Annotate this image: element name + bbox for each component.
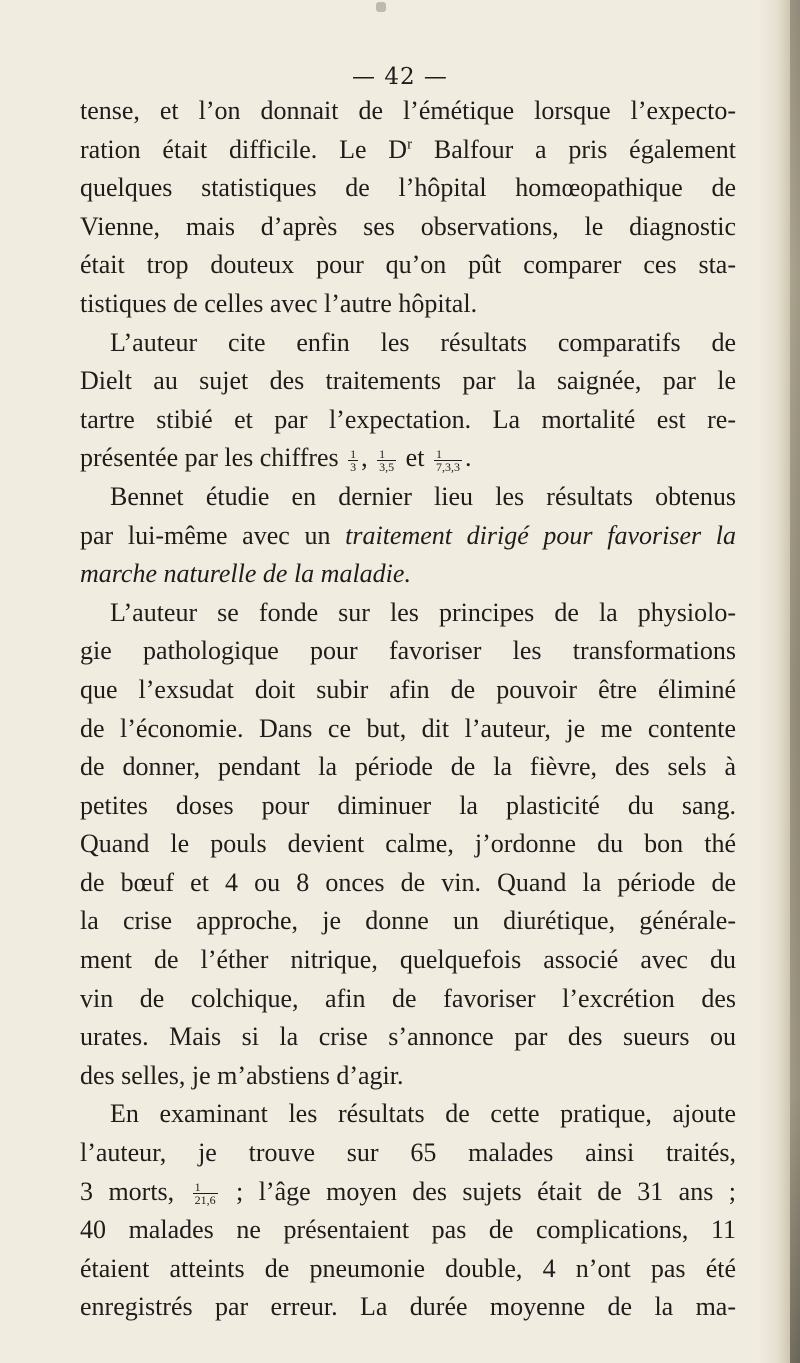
text-line: ment de l’éther nitrique, quelquefois associé avec du — [80, 945, 736, 975]
page-binding-edge — [790, 0, 800, 1363]
text-line: étaient atteints de pneumonie double, 4 n’ont pas été — [80, 1253, 736, 1283]
text-line: gie pathologique pour favoriser les transformations — [80, 636, 736, 666]
text-line: Bennet étudie en dernier lieu les résultats obtenus — [110, 481, 736, 511]
text-line: l’auteur, je trouve sur 65 malades ainsi traités, — [80, 1138, 736, 1168]
text-line: de bœuf et 4 ou 8 onces de vin. Quand la période de — [80, 867, 736, 897]
printing-mark — [376, 2, 386, 12]
text-line: vin de colchique, afin de favoriser l’excrétion des — [80, 983, 736, 1013]
superscript: r — [407, 135, 413, 152]
fraction: $\frac{1}{21,6}$ — [194, 1180, 216, 1208]
italic-text: marche naturelle de la maladie. — [80, 559, 411, 589]
text-line: de l’économie. Dans ce but, dit l’auteur, je me contente — [80, 713, 736, 743]
text-line: En examinant les résultats de cette pratique, ajoute — [110, 1099, 736, 1129]
text-line: présentée par les chiffres $\frac{1}{3}$ , $\frac{1}{3,5}$ et $\frac{1}{7,3,3}$ . — [80, 443, 472, 474]
text-line: tense, et l’on donnait de l’émétique lorsque l’expecto- — [80, 96, 736, 125]
text-line: Dielt au sujet des traitements par la saignée, par le — [80, 366, 736, 396]
text-line: 3 morts, $\frac{1}{21,6}$ ; l’âge moyen des sujets était de 31 ans ; — [80, 1176, 736, 1208]
italic-text: traitement dirigé pour favoriser la — [345, 520, 736, 550]
text-line: des selles, je m’abstiens d’agir. — [80, 1060, 404, 1090]
text-line: ration était difficile. Le $D^r$ Balfour a pris également — [80, 134, 736, 164]
body-text — [80, 92, 736, 1327]
text-line: tartre stibié et par l’expectation. La mortalité est re- — [80, 404, 736, 434]
text-line: urates. Mais si la crise s’annonce par des sueurs ou — [80, 1022, 736, 1052]
text-line: L’auteur se fonde sur les principes de la physiolo- — [110, 597, 736, 627]
text-line: quelques statistiques de l’hôpital homœopathique de — [80, 173, 736, 203]
text-line: Quand le pouls devient calme, j’ordonne du bon thé — [80, 829, 736, 859]
text-line: enregistrés par erreur. La durée moyenne de la ma- — [80, 1292, 736, 1322]
fraction: $\frac{1}{7,3,3}$ — [435, 446, 460, 474]
text-line: la crise approche, je donne un diurétique, générale- — [80, 906, 736, 936]
fraction: $\frac{1}{3,5}$ — [379, 446, 395, 474]
text-line: tistiques de celles avec l’autre hôpital. — [80, 288, 478, 318]
text-line: Vienne, mais d’après ses observations, le diagnostic — [80, 211, 736, 241]
text-line: L’auteur cite enfin les résultats comparatifs de — [110, 327, 736, 357]
text-line: de donner, pendant la période de la fièvre, des sels à — [80, 752, 736, 782]
fraction: $\frac{1}{3}$ — [350, 446, 357, 474]
text-line: par lui-même avec un traitement dirigé pour favoriser la — [80, 520, 736, 550]
text-line — [80, 555, 736, 594]
text-line: petites doses pour diminuer la plasticité du sang. — [80, 790, 736, 820]
text-line: était trop douteux pour qu’on pût comparer ces sta- — [80, 250, 736, 280]
page-number: — 42 — — [352, 64, 448, 90]
text-line: 40 malades ne présentaient pas de complications, 11 — [80, 1215, 736, 1245]
text-line: que l’exsudat doit subir afin de pouvoir être éliminé — [80, 674, 736, 704]
